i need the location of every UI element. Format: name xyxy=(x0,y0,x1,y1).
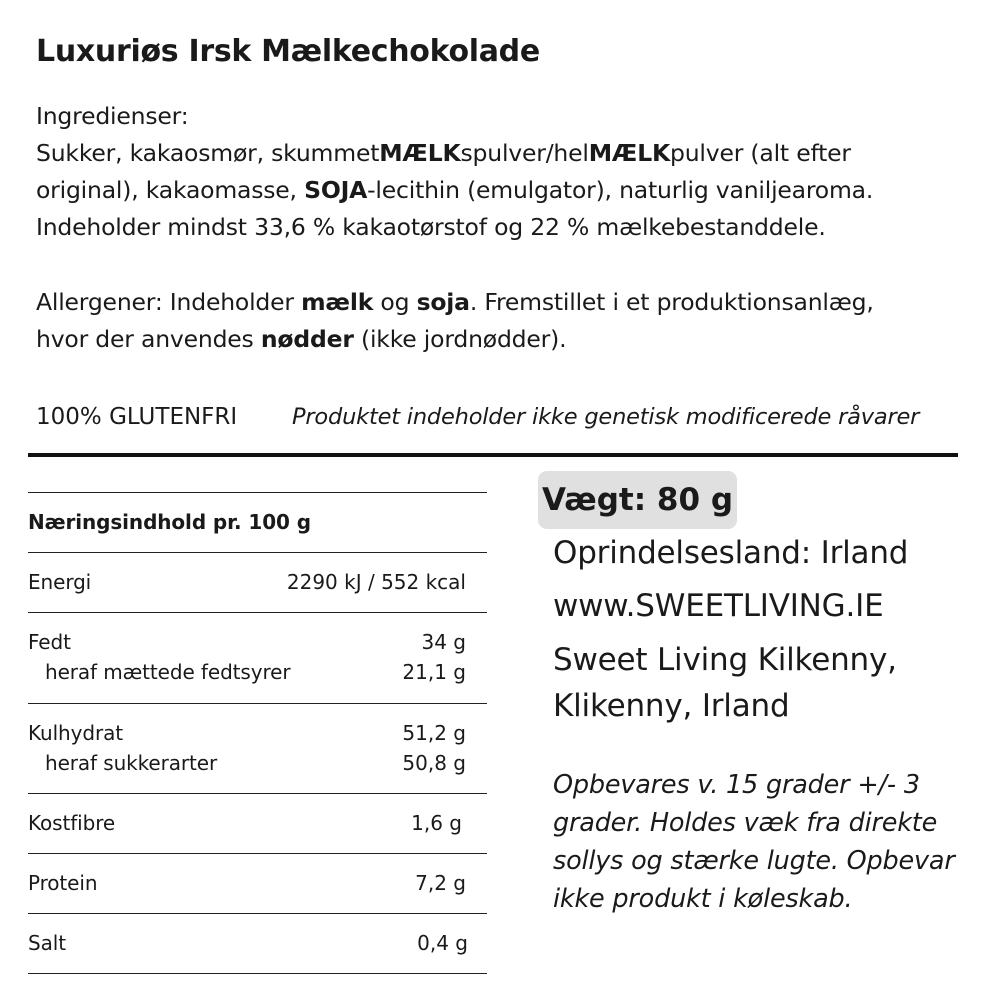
text: original), kakaomasse, xyxy=(36,176,305,204)
nutrient-label: heraf mættede fedtsyrer xyxy=(45,660,291,684)
nutrient-label: Fedt xyxy=(28,630,71,654)
nutrient-value: 0,4 g xyxy=(417,931,468,955)
allergen-milk: MÆLK xyxy=(588,139,670,167)
nutrient-label: Energi xyxy=(28,570,92,594)
weight-badge: Vægt: 80 g xyxy=(538,471,737,529)
gmo-note: Produktet indeholder ikke genetisk modificerede råvarer xyxy=(292,404,920,430)
address-line-2: Klikenny, Irland xyxy=(553,688,790,724)
table-rule xyxy=(28,853,487,854)
text: -lecithin (emulgator), naturlig vaniljearoma. xyxy=(367,176,874,204)
text: (ikke jordnødder). xyxy=(353,325,567,353)
origin-country: Oprindelsesland: Irland xyxy=(553,535,909,571)
table-rule xyxy=(28,793,487,794)
website-link[interactable]: www.SWEETLIVING.IE xyxy=(553,588,884,624)
nutrient-value: 51,2 g xyxy=(402,721,466,745)
table-rule xyxy=(28,913,487,914)
storage-instructions xyxy=(553,766,955,918)
table-rule xyxy=(28,492,487,493)
nutrient-label: Protein xyxy=(28,871,98,895)
nutrient-value: 1,6 g xyxy=(411,811,462,835)
ingredients-line-3: Indeholder mindst 33,6 % kakaotørstof og 22 % mælkebestanddele. xyxy=(36,213,826,241)
nutrient-value: 50,8 g xyxy=(402,751,466,775)
table-rule xyxy=(28,703,487,704)
nutrient-value: 2290 kJ / 552 kcal xyxy=(286,570,466,594)
nutrient-label: Salt xyxy=(28,931,66,955)
text: spulver/hel xyxy=(460,139,589,167)
nutrient-label: Kulhydrat xyxy=(28,721,123,745)
storage-line: grader. Holdes væk fra direkte xyxy=(553,808,938,838)
nutrient-label: Kostfibre xyxy=(28,811,116,835)
nutrient-label: heraf sukkerarter xyxy=(45,751,218,775)
product-title: Luxuriøs Irsk Mælkechokolade xyxy=(36,34,540,69)
allergen-soy: SOJA xyxy=(304,176,368,204)
allergen-soy: soja xyxy=(416,288,470,316)
nutrient-value: 34 g xyxy=(421,630,466,654)
nutrition-heading: Næringsindhold pr. 100 g xyxy=(28,510,311,534)
address-line-1: Sweet Living Kilkenny, xyxy=(553,642,897,678)
allergen-milk: mælk xyxy=(301,288,374,316)
storage-line: ikke produkt i køleskab. xyxy=(553,884,853,914)
storage-line: sollys og stærke lugte. Opbevar xyxy=(553,846,955,876)
text: . Fremstillet i et produktionsanlæg, xyxy=(469,288,874,316)
text: og xyxy=(373,288,417,316)
text: pulver (alt efter xyxy=(670,139,851,167)
allergen-nuts: nødder xyxy=(260,325,354,353)
allergen-milk: MÆLK xyxy=(379,139,461,167)
ingredients-heading: Ingredienser: xyxy=(36,102,189,130)
gluten-free-label: 100% GLUTENFRI xyxy=(36,404,238,430)
text: Sukker, kakaosmør, skummet xyxy=(36,139,380,167)
text: Allergener: Indeholder xyxy=(36,288,302,316)
table-rule xyxy=(28,973,487,974)
storage-line: Opbevares v. 15 grader +/- 3 xyxy=(553,770,920,800)
table-rule xyxy=(28,612,487,613)
table-rule xyxy=(28,552,487,553)
nutrient-value: 21,1 g xyxy=(402,660,466,684)
nutrient-value: 7,2 g xyxy=(415,871,466,895)
text: hvor der anvendes xyxy=(36,325,261,353)
